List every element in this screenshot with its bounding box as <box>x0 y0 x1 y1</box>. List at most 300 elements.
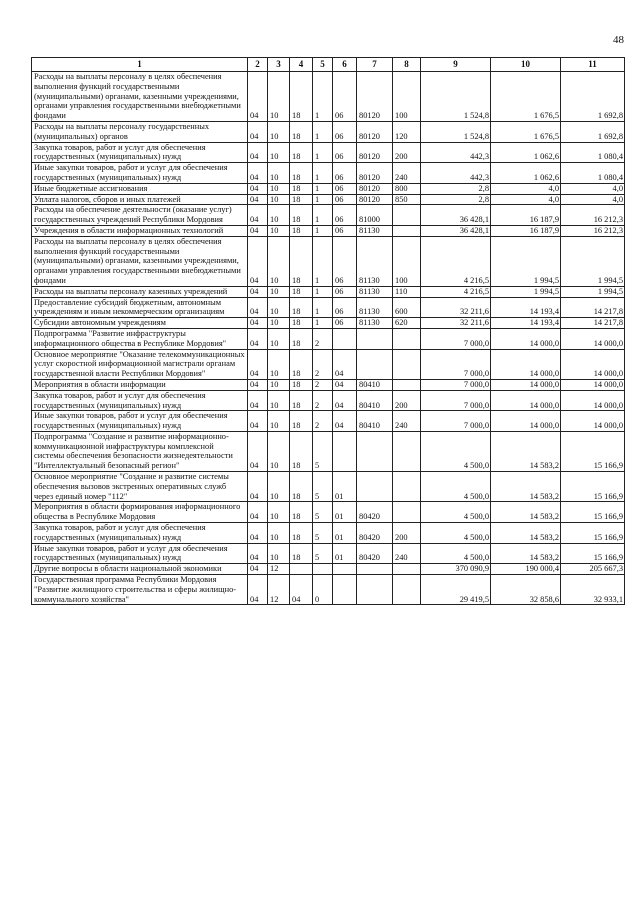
row-description: Закупка товаров, работ и услуг для обеспечения государственных (муниципальных) нужд <box>32 142 248 163</box>
table-row <box>32 194 625 205</box>
cell-c2: 04 <box>248 121 268 142</box>
cell-c11: 15 166,9 <box>561 502 625 523</box>
cell-c4: 18 <box>290 286 313 297</box>
cell-c11: 1 692,8 <box>561 121 625 142</box>
row-description: Закупка товаров, работ и услуг для обеспечения государственных (муниципальных) нужд <box>32 523 248 544</box>
cell-c5: 5 <box>313 431 333 471</box>
cell-c5: 2 <box>313 328 333 349</box>
row-description: Закупка товаров, работ и услуг для обеспечения государственных (муниципальных) нужд <box>32 390 248 411</box>
cell-c9: 7 000,0 <box>421 390 491 411</box>
cell-c2: 04 <box>248 411 268 432</box>
cell-c7: 80420 <box>357 543 393 564</box>
cell-c7: 80410 <box>357 411 393 432</box>
cell-c10: 14 193,4 <box>491 297 561 318</box>
cell-c8 <box>393 575 421 605</box>
cell-c4: 18 <box>290 194 313 205</box>
table-row <box>32 472 625 502</box>
col-header: 5 <box>313 58 333 72</box>
table-row <box>32 225 625 236</box>
cell-c2: 04 <box>248 523 268 544</box>
cell-c6 <box>333 575 357 605</box>
cell-c10: 14 000,0 <box>491 390 561 411</box>
cell-c8: 240 <box>393 543 421 564</box>
cell-c4: 18 <box>290 411 313 432</box>
cell-c3: 10 <box>268 318 290 329</box>
cell-c3: 10 <box>268 121 290 142</box>
cell-c10: 14 000,0 <box>491 379 561 390</box>
cell-c2: 04 <box>248 431 268 471</box>
cell-c11: 16 212,3 <box>561 225 625 236</box>
cell-c10: 190 000,4 <box>491 564 561 575</box>
cell-c7: 80120 <box>357 163 393 184</box>
cell-c7: 81000 <box>357 205 393 226</box>
cell-c3: 10 <box>268 472 290 502</box>
row-description: Основное мероприятие "Оказание телекоммуникационных услуг скоростной информационной магистрали органам государственной власти Республики Мордовия" <box>32 349 248 379</box>
cell-c5: 5 <box>313 472 333 502</box>
cell-c4: 18 <box>290 142 313 163</box>
col-header: 8 <box>393 58 421 72</box>
cell-c10: 1 676,5 <box>491 72 561 122</box>
cell-c8 <box>393 205 421 226</box>
cell-c10: 4,0 <box>491 194 561 205</box>
table-row <box>32 523 625 544</box>
cell-c2: 04 <box>248 575 268 605</box>
row-description: Основное мероприятие "Создание и развитие системы обеспечения вызовов экстренных оперативных служб через единый номер "112" <box>32 472 248 502</box>
cell-c2: 04 <box>248 502 268 523</box>
cell-c7: 80120 <box>357 72 393 122</box>
cell-c7 <box>357 349 393 379</box>
cell-c9: 4 500,0 <box>421 431 491 471</box>
cell-c7 <box>357 564 393 575</box>
row-description: Расходы на выплаты персоналу в целях обеспечения выполнения функций государственными (муниципальными) органами, казенными учреждениями, органами управления государственными внебюджетными фондами <box>32 72 248 122</box>
row-description: Иные закупки товаров, работ и услуг для обеспечения государственных (муниципальных) нужд <box>32 543 248 564</box>
cell-c11: 32 933,1 <box>561 575 625 605</box>
cell-c5: 1 <box>313 286 333 297</box>
cell-c4: 18 <box>290 349 313 379</box>
cell-c8: 600 <box>393 297 421 318</box>
table-row <box>32 318 625 329</box>
cell-c7: 81130 <box>357 297 393 318</box>
cell-c11: 14 000,0 <box>561 390 625 411</box>
row-description: Учреждения в области информационных технологий <box>32 225 248 236</box>
cell-c8: 850 <box>393 194 421 205</box>
cell-c10: 1 994,5 <box>491 286 561 297</box>
cell-c10: 1 676,5 <box>491 121 561 142</box>
cell-c2: 04 <box>248 349 268 379</box>
cell-c2: 04 <box>248 318 268 329</box>
cell-c2: 04 <box>248 379 268 390</box>
cell-c4: 18 <box>290 225 313 236</box>
row-description: Мероприятия в области формирования информационного общества в Республике Мордовия <box>32 502 248 523</box>
cell-c9: 4 216,5 <box>421 286 491 297</box>
cell-c8 <box>393 431 421 471</box>
cell-c4: 18 <box>290 297 313 318</box>
cell-c3: 10 <box>268 411 290 432</box>
cell-c9: 32 211,6 <box>421 297 491 318</box>
cell-c4: 18 <box>290 72 313 122</box>
cell-c8: 240 <box>393 163 421 184</box>
table-row <box>32 183 625 194</box>
cell-c10: 14 000,0 <box>491 328 561 349</box>
cell-c3: 10 <box>268 72 290 122</box>
cell-c5: 2 <box>313 349 333 379</box>
cell-c6: 01 <box>333 472 357 502</box>
cell-c10: 14 583,2 <box>491 472 561 502</box>
cell-c3: 10 <box>268 328 290 349</box>
row-description: Предоставление субсидий бюджетным, автономным учреждениям и иным некоммерческим организациям <box>32 297 248 318</box>
cell-c11: 1 080,4 <box>561 163 625 184</box>
cell-c3: 10 <box>268 502 290 523</box>
cell-c9: 7 000,0 <box>421 411 491 432</box>
cell-c3: 10 <box>268 163 290 184</box>
cell-c7 <box>357 575 393 605</box>
cell-c3: 10 <box>268 543 290 564</box>
cell-c8: 100 <box>393 72 421 122</box>
cell-c9: 36 428,1 <box>421 225 491 236</box>
cell-c3: 10 <box>268 349 290 379</box>
cell-c2: 04 <box>248 472 268 502</box>
table-row <box>32 205 625 226</box>
cell-c6: 06 <box>333 183 357 194</box>
cell-c9: 7 000,0 <box>421 349 491 379</box>
cell-c7: 80120 <box>357 142 393 163</box>
cell-c9: 7 000,0 <box>421 379 491 390</box>
cell-c4: 18 <box>290 121 313 142</box>
cell-c4: 18 <box>290 236 313 286</box>
cell-c3: 10 <box>268 523 290 544</box>
cell-c6: 04 <box>333 390 357 411</box>
cell-c5: 5 <box>313 523 333 544</box>
cell-c6: 06 <box>333 163 357 184</box>
cell-c11: 15 166,9 <box>561 543 625 564</box>
cell-c9: 4 500,0 <box>421 523 491 544</box>
cell-c10: 14 583,2 <box>491 523 561 544</box>
col-header: 6 <box>333 58 357 72</box>
cell-c11: 4,0 <box>561 183 625 194</box>
cell-c6 <box>333 431 357 471</box>
table-row <box>32 163 625 184</box>
cell-c7: 80120 <box>357 194 393 205</box>
cell-c8: 120 <box>393 121 421 142</box>
cell-c6: 06 <box>333 286 357 297</box>
cell-c8 <box>393 349 421 379</box>
cell-c6: 06 <box>333 205 357 226</box>
cell-c2: 04 <box>248 390 268 411</box>
table-row <box>32 411 625 432</box>
cell-c3: 10 <box>268 286 290 297</box>
cell-c8 <box>393 328 421 349</box>
cell-c3: 10 <box>268 225 290 236</box>
cell-c6: 06 <box>333 225 357 236</box>
cell-c3: 12 <box>268 575 290 605</box>
table-row <box>32 286 625 297</box>
table-row <box>32 575 625 605</box>
cell-c9: 370 090,9 <box>421 564 491 575</box>
cell-c8 <box>393 502 421 523</box>
cell-c10: 14 000,0 <box>491 411 561 432</box>
cell-c11: 14 000,0 <box>561 411 625 432</box>
cell-c4: 18 <box>290 379 313 390</box>
cell-c10: 16 187,9 <box>491 225 561 236</box>
cell-c4: 18 <box>290 431 313 471</box>
cell-c6: 06 <box>333 121 357 142</box>
cell-c11: 1 994,5 <box>561 236 625 286</box>
cell-c11: 1 692,8 <box>561 72 625 122</box>
cell-c10: 16 187,9 <box>491 205 561 226</box>
table-row <box>32 236 625 286</box>
cell-c6: 01 <box>333 502 357 523</box>
cell-c6: 04 <box>333 411 357 432</box>
table-row <box>32 379 625 390</box>
cell-c4: 18 <box>290 318 313 329</box>
row-description: Иные бюджетные ассигнования <box>32 183 248 194</box>
cell-c8 <box>393 225 421 236</box>
cell-c3: 10 <box>268 142 290 163</box>
cell-c5: 1 <box>313 297 333 318</box>
cell-c10: 14 583,2 <box>491 543 561 564</box>
col-header: 2 <box>248 58 268 72</box>
cell-c6: 04 <box>333 379 357 390</box>
cell-c5: 1 <box>313 121 333 142</box>
cell-c7: 81130 <box>357 236 393 286</box>
cell-c11: 4,0 <box>561 194 625 205</box>
cell-c10: 14 000,0 <box>491 349 561 379</box>
row-description: Иные закупки товаров, работ и услуг для обеспечения государственных (муниципальных) нужд <box>32 163 248 184</box>
cell-c8 <box>393 379 421 390</box>
cell-c4: 18 <box>290 523 313 544</box>
cell-c11: 14 000,0 <box>561 328 625 349</box>
table-row <box>32 142 625 163</box>
cell-c5: 1 <box>313 183 333 194</box>
cell-c9: 7 000,0 <box>421 328 491 349</box>
row-description: Субсидии автономным учреждениям <box>32 318 248 329</box>
cell-c11: 14 217,8 <box>561 297 625 318</box>
cell-c8: 620 <box>393 318 421 329</box>
cell-c9: 36 428,1 <box>421 205 491 226</box>
cell-c9: 29 419,5 <box>421 575 491 605</box>
cell-c9: 2,8 <box>421 194 491 205</box>
row-description: Расходы на выплаты персоналу казенных учреждений <box>32 286 248 297</box>
table-row <box>32 297 625 318</box>
cell-c11: 15 166,9 <box>561 472 625 502</box>
header-row <box>32 58 625 72</box>
cell-c10: 32 858,6 <box>491 575 561 605</box>
cell-c5 <box>313 564 333 575</box>
cell-c3: 10 <box>268 205 290 226</box>
cell-c8 <box>393 564 421 575</box>
cell-c11: 1 994,5 <box>561 286 625 297</box>
cell-c9: 1 524,8 <box>421 121 491 142</box>
cell-c11: 15 166,9 <box>561 523 625 544</box>
cell-c8: 800 <box>393 183 421 194</box>
cell-c7: 80410 <box>357 379 393 390</box>
cell-c2: 04 <box>248 297 268 318</box>
cell-c9: 4 500,0 <box>421 472 491 502</box>
table-row <box>32 390 625 411</box>
table-row <box>32 564 625 575</box>
col-header: 3 <box>268 58 290 72</box>
cell-c6: 01 <box>333 523 357 544</box>
cell-c2: 04 <box>248 205 268 226</box>
cell-c4: 18 <box>290 390 313 411</box>
cell-c4: 18 <box>290 163 313 184</box>
cell-c6: 06 <box>333 194 357 205</box>
budget-table <box>31 57 625 605</box>
cell-c10: 1 062,6 <box>491 163 561 184</box>
cell-c4: 18 <box>290 543 313 564</box>
cell-c6 <box>333 328 357 349</box>
cell-c8: 240 <box>393 411 421 432</box>
cell-c6: 04 <box>333 349 357 379</box>
cell-c9: 2,8 <box>421 183 491 194</box>
cell-c5: 2 <box>313 390 333 411</box>
cell-c6: 06 <box>333 72 357 122</box>
cell-c4: 18 <box>290 183 313 194</box>
cell-c7: 80420 <box>357 502 393 523</box>
cell-c4: 18 <box>290 205 313 226</box>
cell-c7: 81130 <box>357 318 393 329</box>
cell-c7: 81130 <box>357 225 393 236</box>
cell-c6: 06 <box>333 236 357 286</box>
row-description: Подпрограмма "Создание и развитие информационно-коммуникационной инфраструктуры комплексной системы обеспечения безопасности жизнедеятельности "Интеллектуальный безопасный регион" <box>32 431 248 471</box>
cell-c9: 4 500,0 <box>421 543 491 564</box>
cell-c3: 10 <box>268 194 290 205</box>
row-description: Мероприятия в области информации <box>32 379 248 390</box>
cell-c11: 14 000,0 <box>561 379 625 390</box>
page-number: 48 <box>613 34 624 46</box>
cell-c5: 1 <box>313 318 333 329</box>
row-description: Расходы на выплаты персоналу в целях обеспечения выполнения функций государственными (муниципальными) органами, казенными учреждениями, органами управления государственными внебюджетными фондами <box>32 236 248 286</box>
table-row <box>32 349 625 379</box>
cell-c8: 200 <box>393 142 421 163</box>
row-description: Расходы на обеспечение деятельности (оказание услуг) государственных учреждений Республики Мордовия <box>32 205 248 226</box>
row-description: Уплата налогов, сборов и иных платежей <box>32 194 248 205</box>
cell-c9: 4 216,5 <box>421 236 491 286</box>
cell-c3: 10 <box>268 390 290 411</box>
cell-c5: 1 <box>313 72 333 122</box>
cell-c3: 10 <box>268 431 290 471</box>
cell-c7: 80120 <box>357 121 393 142</box>
col-header: 11 <box>561 58 625 72</box>
table-row <box>32 328 625 349</box>
cell-c7: 81130 <box>357 286 393 297</box>
table-row <box>32 121 625 142</box>
cell-c10: 4,0 <box>491 183 561 194</box>
cell-c4: 04 <box>290 575 313 605</box>
col-header: 7 <box>357 58 393 72</box>
cell-c10: 14 193,4 <box>491 318 561 329</box>
cell-c4: 18 <box>290 502 313 523</box>
row-description: Расходы на выплаты персоналу государственных (муниципальных) органов <box>32 121 248 142</box>
cell-c10: 14 583,2 <box>491 502 561 523</box>
cell-c9: 1 524,8 <box>421 72 491 122</box>
cell-c3: 12 <box>268 564 290 575</box>
cell-c9: 442,3 <box>421 142 491 163</box>
row-description: Подпрограмма "Развитие инфраструктуры информационного общества в Республике Мордовия" <box>32 328 248 349</box>
cell-c2: 04 <box>248 72 268 122</box>
cell-c6: 06 <box>333 297 357 318</box>
cell-c6: 06 <box>333 142 357 163</box>
cell-c5: 2 <box>313 411 333 432</box>
cell-c7: 80410 <box>357 390 393 411</box>
cell-c5: 1 <box>313 163 333 184</box>
cell-c5: 0 <box>313 575 333 605</box>
cell-c6: 06 <box>333 318 357 329</box>
cell-c7 <box>357 431 393 471</box>
cell-c2: 04 <box>248 225 268 236</box>
cell-c2: 04 <box>248 543 268 564</box>
cell-c11: 14 217,8 <box>561 318 625 329</box>
cell-c7: 80420 <box>357 523 393 544</box>
cell-c5: 5 <box>313 502 333 523</box>
col-header: 1 <box>32 58 248 72</box>
cell-c6 <box>333 564 357 575</box>
col-header: 4 <box>290 58 313 72</box>
col-header: 9 <box>421 58 491 72</box>
cell-c11: 15 166,9 <box>561 431 625 471</box>
cell-c5: 2 <box>313 379 333 390</box>
cell-c3: 10 <box>268 297 290 318</box>
cell-c4: 18 <box>290 472 313 502</box>
row-description: Государственная программа Республики Мордовия "Развитие жилищного строительства и сферы жилищно-коммунального хозяйства" <box>32 575 248 605</box>
table-row <box>32 543 625 564</box>
cell-c2: 04 <box>248 564 268 575</box>
cell-c8: 110 <box>393 286 421 297</box>
cell-c4: 18 <box>290 328 313 349</box>
cell-c8: 200 <box>393 523 421 544</box>
col-header: 10 <box>491 58 561 72</box>
cell-c5: 1 <box>313 205 333 226</box>
table-row <box>32 431 625 471</box>
cell-c2: 04 <box>248 328 268 349</box>
cell-c11: 14 000,0 <box>561 349 625 379</box>
cell-c3: 10 <box>268 379 290 390</box>
cell-c3: 10 <box>268 236 290 286</box>
cell-c2: 04 <box>248 183 268 194</box>
cell-c10: 1 994,5 <box>491 236 561 286</box>
row-description: Иные закупки товаров, работ и услуг для обеспечения государственных (муниципальных) нужд <box>32 411 248 432</box>
cell-c5: 1 <box>313 142 333 163</box>
table-row <box>32 72 625 122</box>
cell-c7 <box>357 472 393 502</box>
row-description: Другие вопросы в области национальной экономики <box>32 564 248 575</box>
cell-c8 <box>393 472 421 502</box>
cell-c3: 10 <box>268 183 290 194</box>
cell-c5: 1 <box>313 225 333 236</box>
cell-c7: 80120 <box>357 183 393 194</box>
cell-c9: 442,3 <box>421 163 491 184</box>
cell-c6: 01 <box>333 543 357 564</box>
cell-c2: 04 <box>248 142 268 163</box>
cell-c5: 1 <box>313 194 333 205</box>
cell-c11: 1 080,4 <box>561 142 625 163</box>
table-row <box>32 502 625 523</box>
cell-c2: 04 <box>248 194 268 205</box>
cell-c10: 14 583,2 <box>491 431 561 471</box>
cell-c8: 200 <box>393 390 421 411</box>
cell-c2: 04 <box>248 163 268 184</box>
cell-c2: 04 <box>248 286 268 297</box>
cell-c9: 4 500,0 <box>421 502 491 523</box>
cell-c5: 1 <box>313 236 333 286</box>
cell-c2: 04 <box>248 236 268 286</box>
cell-c5: 5 <box>313 543 333 564</box>
cell-c9: 32 211,6 <box>421 318 491 329</box>
cell-c7 <box>357 328 393 349</box>
cell-c11: 16 212,3 <box>561 205 625 226</box>
cell-c8: 100 <box>393 236 421 286</box>
cell-c4 <box>290 564 313 575</box>
